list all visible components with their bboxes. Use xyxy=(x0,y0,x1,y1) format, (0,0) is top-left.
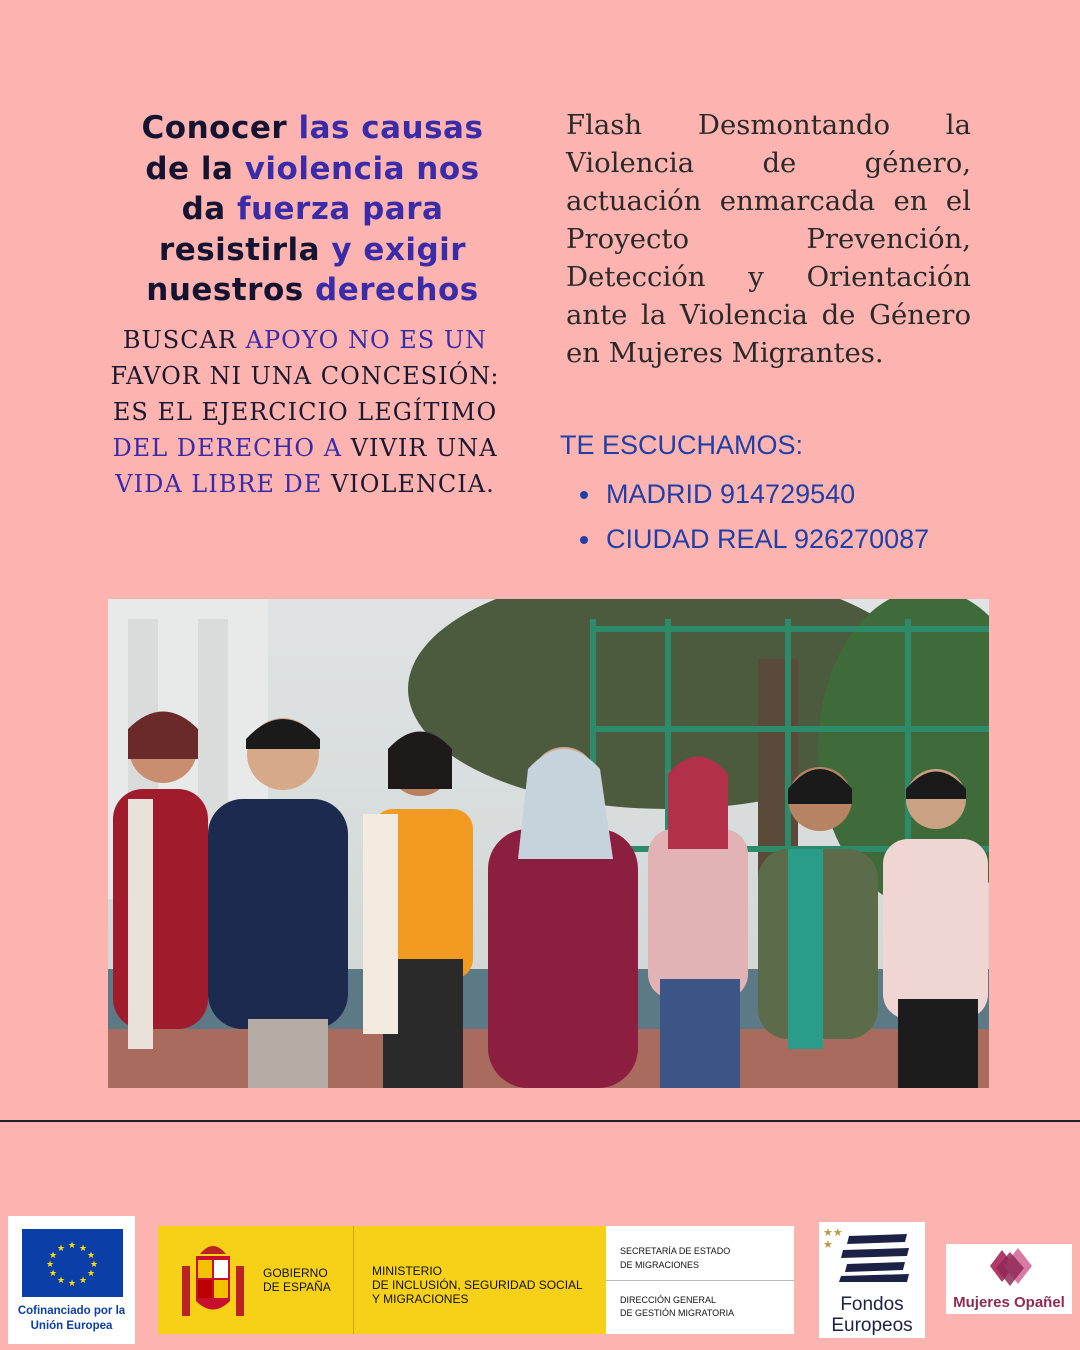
ministry-line: Y MIGRACIONES xyxy=(372,1292,469,1306)
svg-text:★: ★ xyxy=(56,1244,66,1254)
svg-text:★: ★ xyxy=(48,1251,58,1261)
eu-logo xyxy=(8,1216,135,1344)
direccion-line: DIRECCIÓN GENERAL xyxy=(620,1295,717,1305)
eu-logo-text: Cofinanciado por la Unión Europea xyxy=(17,1305,126,1332)
fondos-line: Europeos xyxy=(831,1315,913,1336)
group-photo xyxy=(108,599,989,1088)
bullet-icon xyxy=(580,491,588,499)
support-part: BUSCAR xyxy=(122,326,246,354)
support-part: VIDA LIBRE DE xyxy=(115,470,323,498)
women-group-illustration xyxy=(108,599,989,1088)
svg-text:★: ★ xyxy=(48,1269,58,1279)
headline-part: resistirla xyxy=(158,231,332,268)
fondos-europeos-logo xyxy=(819,1222,925,1338)
svg-text:★: ★ xyxy=(86,1251,96,1261)
headline-part: nuestros xyxy=(146,272,316,308)
bullet-icon xyxy=(580,536,588,544)
gov-separator xyxy=(353,1226,354,1334)
svg-text:★: ★ xyxy=(78,1276,88,1286)
mujeres-opanel-logo xyxy=(946,1244,1072,1314)
secretaria-line: SECRETARÍA DE ESTADO xyxy=(620,1246,731,1256)
opanel-text: Mujeres Opañel xyxy=(953,1294,1065,1311)
support-part: VIVIR UNA xyxy=(342,434,498,462)
direccion-line: DE GESTIÓN MIGRATORIA xyxy=(620,1308,735,1318)
support-message xyxy=(100,322,510,502)
government-logo xyxy=(158,1226,606,1334)
contact-list xyxy=(580,472,929,562)
headline-part: derechos xyxy=(315,272,479,308)
svg-text:★: ★ xyxy=(56,1276,66,1286)
secretaria-name xyxy=(620,1244,730,1272)
ministry-line: MINISTERIO xyxy=(372,1264,443,1278)
fondos-text xyxy=(819,1294,925,1336)
divider xyxy=(0,1120,1080,1122)
svg-text:★: ★ xyxy=(89,1260,99,1270)
headline-part: fuerza para xyxy=(236,191,444,227)
support-part: NO ES UN xyxy=(347,326,488,354)
headline-part: de la xyxy=(145,150,245,187)
secretaria-line: DE MIGRACIONES xyxy=(620,1260,700,1270)
contact-title: TE ESCUCHAMOS: xyxy=(560,430,804,460)
support-part: VIOLENCIA. xyxy=(322,470,495,498)
contact-phone: CIUDAD REAL 926270087 xyxy=(606,524,930,554)
secretaria-separator xyxy=(606,1280,794,1281)
headline-part: Conocer xyxy=(141,110,299,146)
svg-text:★: ★ xyxy=(78,1244,88,1254)
secretaria-logo xyxy=(606,1226,794,1334)
svg-text:★: ★ xyxy=(823,1238,833,1251)
svg-text:★★: ★★ xyxy=(823,1226,843,1239)
headline-part: da xyxy=(181,191,237,227)
coat-of-arms-icon xyxy=(168,1226,258,1334)
svg-text:★: ★ xyxy=(67,1279,77,1289)
ministry-line: DE INCLUSIÓN, SEGURIDAD SOCIAL xyxy=(372,1278,583,1292)
fondos-line: Fondos xyxy=(840,1294,904,1315)
support-part: ES EL EJERCICIO LEGÍTIMO xyxy=(112,398,498,426)
svg-text:★: ★ xyxy=(86,1269,96,1279)
gov-name: GOBIERNO DE ESPAÑA xyxy=(263,1266,331,1294)
opanel-diamonds-icon xyxy=(946,1244,1072,1292)
svg-text:★: ★ xyxy=(45,1260,55,1270)
project-description: Flash Desmontando la Violencia de género, actuación enmarcada en el Proyecto Prevención, Detección y Orientación ante la Violencia de Género en Mujeres Migrantes. xyxy=(566,109,971,369)
fondos-icon xyxy=(819,1222,925,1284)
support-part: DEL DERECHO A xyxy=(112,434,343,462)
direccion-name xyxy=(620,1294,734,1320)
contact-item xyxy=(580,517,929,562)
support-part: APOYO xyxy=(245,326,348,354)
headline-part: nos xyxy=(416,150,480,187)
contact-item xyxy=(580,472,929,517)
contact-phone: MADRID 914729540 xyxy=(606,479,856,509)
headline-part: las causas xyxy=(298,110,484,146)
headline xyxy=(120,108,505,311)
support-part: FAVOR NI UNA CONCESIÓN: xyxy=(110,362,500,390)
headline-part: violencia xyxy=(244,150,417,187)
headline-part: y exigir xyxy=(331,231,467,268)
svg-text:★: ★ xyxy=(67,1241,77,1251)
ministry-name xyxy=(372,1264,602,1306)
